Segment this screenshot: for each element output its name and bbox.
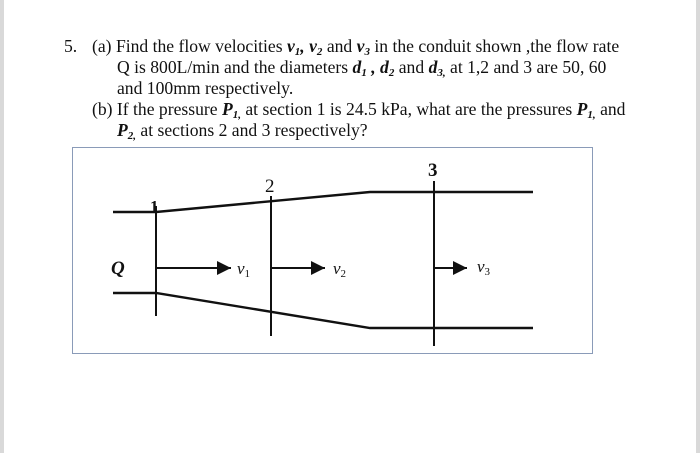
right-edge-shadow	[696, 0, 700, 453]
velocity-label-2: v2	[333, 259, 347, 280]
section-label-3: 3	[428, 160, 438, 181]
part-a-text-1: Find the flow velocities	[115, 36, 283, 56]
part-a-line-3: and 100mm respectively.	[117, 78, 294, 98]
problem-number: 5.	[64, 36, 78, 56]
comma-2: ,	[371, 57, 376, 77]
velocity-label-3: v3	[477, 257, 491, 278]
part-b-text-1: If the pressure	[116, 99, 218, 119]
symbol-p2: $P_{2,}$	[117, 120, 136, 142]
conduit-diagram	[73, 148, 594, 355]
symbol-v2: $v_2$	[309, 36, 323, 58]
part-b-label: (b)	[92, 99, 113, 119]
part-a-and-2: and	[398, 57, 425, 77]
part-a-text-2: in the conduit shown ,the flow rate	[374, 36, 620, 56]
pipe-lower-wall	[113, 293, 533, 328]
pipe-upper-wall	[113, 192, 533, 212]
part-b-line-2-end: at sections 2 and 3 respectively?	[140, 120, 368, 140]
section-label-1: 1	[150, 197, 159, 216]
part-a-and-1: and	[326, 36, 353, 56]
symbol-p1: $P_{1,}$	[221, 99, 241, 121]
part-a-line-2	[117, 57, 606, 77]
symbol-v3: $v_3$	[356, 36, 370, 58]
conduit-figure	[72, 147, 593, 354]
part-b-line-1	[92, 99, 625, 119]
symbol-p1b: $P_{1,}$	[576, 99, 596, 121]
part-b-line-2	[117, 120, 368, 140]
comma-1: ,	[300, 36, 305, 56]
part-a-line-2-end: at 1,2 and 3 are 50, 60	[450, 57, 607, 77]
left-edge-shadow	[0, 0, 4, 453]
part-a-label: (a)	[92, 36, 112, 56]
part-a-line-2-text: Q is 800L/min and the diameters	[117, 57, 349, 77]
symbol-d1: $d_1$	[352, 57, 367, 79]
part-b-and: and	[600, 99, 626, 119]
symbol-d3: $d_{3,}$	[428, 57, 446, 79]
flow-rate-label: Q	[111, 258, 125, 279]
part-a-line-1	[92, 36, 619, 56]
section-label-2: 2	[265, 176, 275, 197]
part-b-text-2: at section 1 is 24.5 kPa, what are the pressures	[245, 99, 573, 119]
symbol-v1: $v_1$	[286, 36, 301, 58]
velocity-label-1: v1	[237, 259, 251, 280]
symbol-d2: $d_2$	[380, 57, 395, 79]
